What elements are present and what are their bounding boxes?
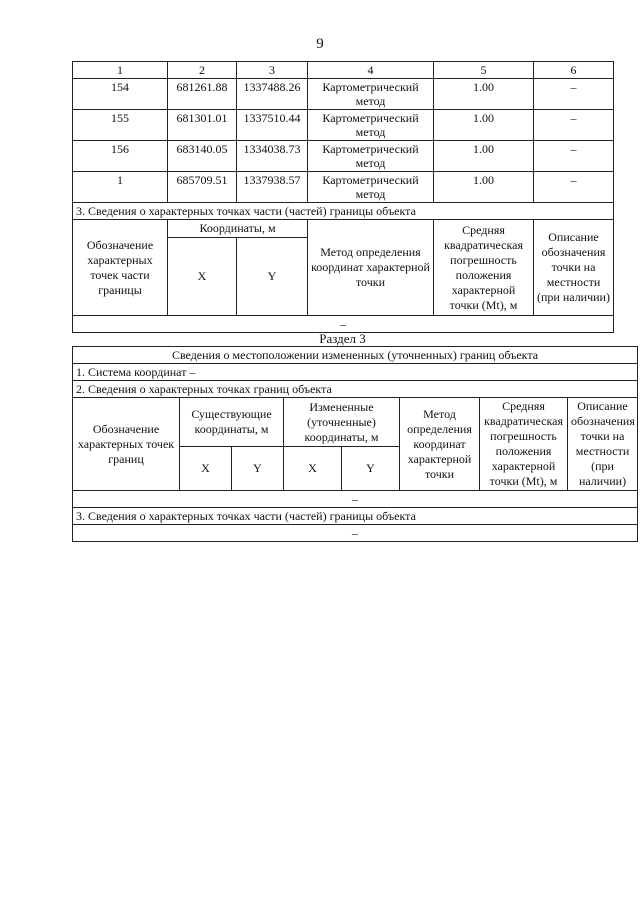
coord-x: 681261.88: [168, 79, 237, 110]
method: Картометрический метод: [308, 110, 434, 141]
col-number: 2: [168, 62, 237, 79]
coordinates-table-continued: [72, 61, 614, 333]
empty-row: [73, 491, 638, 508]
description: –: [534, 172, 614, 203]
hdr-error: Средняя квадратическая погрешность положения характерной точки (Mt), м: [434, 220, 534, 316]
empty-placeholder: –: [73, 316, 614, 333]
subtitle-row: [73, 347, 638, 364]
table-row: [73, 172, 614, 203]
hdr-x-changed: X: [284, 447, 342, 491]
part-heading: 3. Сведения о характерных точках части (частей) границы объекта: [73, 508, 638, 525]
coord-x: 685709.51: [168, 172, 237, 203]
description: –: [534, 79, 614, 110]
empty-placeholder: –: [73, 525, 638, 542]
hdr-error: Средняя квадратическая погрешность положения характерной точки (Mt), м: [480, 398, 568, 491]
description: –: [534, 110, 614, 141]
coord-x: 683140.05: [168, 141, 237, 172]
header-row: [73, 220, 614, 238]
hdr-changed: Измененные (уточненные) координаты, м: [284, 398, 400, 447]
hdr-x: X: [168, 238, 237, 316]
error: 1.00: [434, 79, 534, 110]
col-number: 5: [434, 62, 534, 79]
hdr-y-changed: Y: [342, 447, 400, 491]
points-heading: 2. Сведения о характерных точках границ объекта: [73, 381, 638, 398]
empty-row: [73, 316, 614, 333]
section3-table: [72, 346, 638, 542]
point-number: 154: [73, 79, 168, 110]
hdr-description: Описание обозначения точки на местности (при наличии): [568, 398, 638, 491]
column-number-row: [73, 62, 614, 79]
coord-y: 1337510.44: [237, 110, 308, 141]
error: 1.00: [434, 172, 534, 203]
coord-y: 1337938.57: [237, 172, 308, 203]
section-subtitle: Сведения о местоположении измененных (уточненных) границ объекта: [73, 347, 638, 364]
part-heading-row: [73, 203, 614, 220]
coord-system: 1. Система координат –: [73, 364, 638, 381]
header-row: [73, 398, 638, 447]
coord-system-row: [73, 364, 638, 381]
error: 1.00: [434, 141, 534, 172]
method: Картометрический метод: [308, 172, 434, 203]
point-number: 156: [73, 141, 168, 172]
part-heading-row: [73, 508, 638, 525]
hdr-description: Описание обозначения точки на местности (при наличии): [534, 220, 614, 316]
hdr-y: Y: [237, 238, 308, 316]
hdr-y-existing: Y: [232, 447, 284, 491]
point-number: 155: [73, 110, 168, 141]
empty-row: [73, 525, 638, 542]
section-title: Раздел 3: [319, 331, 366, 346]
point-number: 1: [73, 172, 168, 203]
col-number: 6: [534, 62, 614, 79]
coord-y: 1334038.73: [237, 141, 308, 172]
description: –: [534, 141, 614, 172]
points-heading-row: [73, 381, 638, 398]
error: 1.00: [434, 110, 534, 141]
page-number: 9: [316, 36, 324, 52]
table-row: [73, 79, 614, 110]
table-row: [73, 141, 614, 172]
hdr-designation: Обозначение характерных точек границ: [73, 398, 180, 491]
coord-x: 681301.01: [168, 110, 237, 141]
hdr-method: Метод определения координат характерной точки: [308, 220, 434, 316]
hdr-designation: Обозначение характерных точек части границы: [73, 220, 168, 316]
part-heading: 3. Сведения о характерных точках части (частей) границы объекта: [73, 203, 614, 220]
hdr-coords: Координаты, м: [168, 220, 308, 238]
method: Картометрический метод: [308, 79, 434, 110]
coord-y: 1337488.26: [237, 79, 308, 110]
hdr-existing: Существующие координаты, м: [180, 398, 284, 447]
hdr-method: Метод определения координат характерной точки: [400, 398, 480, 491]
col-number: 4: [308, 62, 434, 79]
hdr-x-existing: X: [180, 447, 232, 491]
col-number: 1: [73, 62, 168, 79]
empty-placeholder: –: [73, 491, 638, 508]
table-row: [73, 110, 614, 141]
method: Картометрический метод: [308, 141, 434, 172]
col-number: 3: [237, 62, 308, 79]
